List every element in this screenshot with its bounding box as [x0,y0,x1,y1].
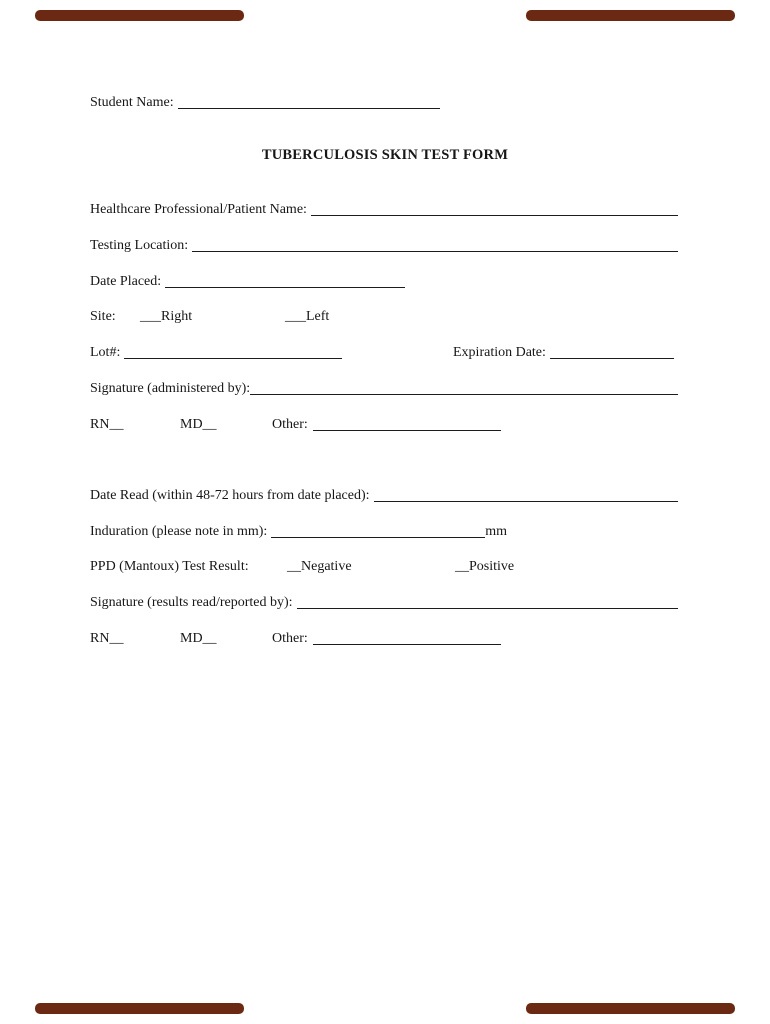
decor-bar-top-left [35,10,244,21]
student-name-row [90,94,678,112]
page-title: TUBERCULOSIS SKIN TEST FORM [261,147,509,163]
lot-field[interactable] [124,344,342,359]
date-read-label: Date Read (within 48-72 hours from date placed): [90,488,370,503]
date-placed-row [90,273,678,291]
student-name-label: Student Name: [90,95,174,110]
other-field[interactable] [313,630,501,645]
signature-administered-label: Signature (administered by): [90,381,251,396]
expiration-group [453,344,674,362]
induration-field[interactable] [271,523,485,538]
testing-location-label: Testing Location: [90,238,189,253]
testing-location-field[interactable] [192,237,678,252]
induration-label: Induration (please note in mm): [90,524,268,539]
lot-expiration-row [90,344,678,362]
healthcare-name-row [90,201,678,219]
lot-label: Lot#: [90,345,121,360]
healthcare-name-field[interactable] [311,201,678,216]
decor-bar-top-right [526,10,735,21]
other-label: Other: [272,631,308,646]
site-left-option[interactable]: ___Left [285,309,330,324]
student-name-field[interactable] [178,94,440,109]
credentials-row-results [90,630,678,648]
ppd-negative-option[interactable]: __Negative [287,559,352,574]
signature-administered-row [90,380,678,398]
signature-results-row [90,594,678,612]
md-option[interactable]: MD__ [180,631,217,646]
expiration-field[interactable] [550,344,674,359]
date-read-field[interactable] [374,487,678,502]
induration-row [90,523,678,541]
date-placed-label: Date Placed: [90,274,162,289]
signature-results-label: Signature (results read/reported by): [90,595,293,610]
lot-group [90,344,342,362]
site-label: Site: [90,309,116,324]
site-row [90,308,678,326]
other-field[interactable] [313,416,501,431]
expiration-label: Expiration Date: [453,345,546,360]
decor-bar-bottom-left [35,1003,244,1014]
signature-results-field[interactable] [297,594,678,609]
decor-bar-bottom-right [526,1003,735,1014]
date-read-row [90,487,678,505]
ppd-positive-option[interactable]: __Positive [455,559,515,574]
other-group [272,630,501,648]
other-label: Other: [272,417,308,432]
date-placed-field[interactable] [165,273,405,288]
induration-unit: mm [485,524,508,539]
signature-administered-field[interactable] [250,380,678,395]
rn-option[interactable]: RN__ [90,631,124,646]
healthcare-name-label: Healthcare Professional/Patient Name: [90,202,307,217]
ppd-result-row [90,558,678,576]
credentials-row-administered [90,416,678,434]
site-right-option[interactable]: ___Right [140,309,193,324]
other-group [272,416,501,434]
testing-location-row [90,237,678,255]
md-option[interactable]: MD__ [180,417,217,432]
rn-option[interactable]: RN__ [90,417,124,432]
ppd-result-label: PPD (Mantoux) Test Result: [90,559,249,574]
